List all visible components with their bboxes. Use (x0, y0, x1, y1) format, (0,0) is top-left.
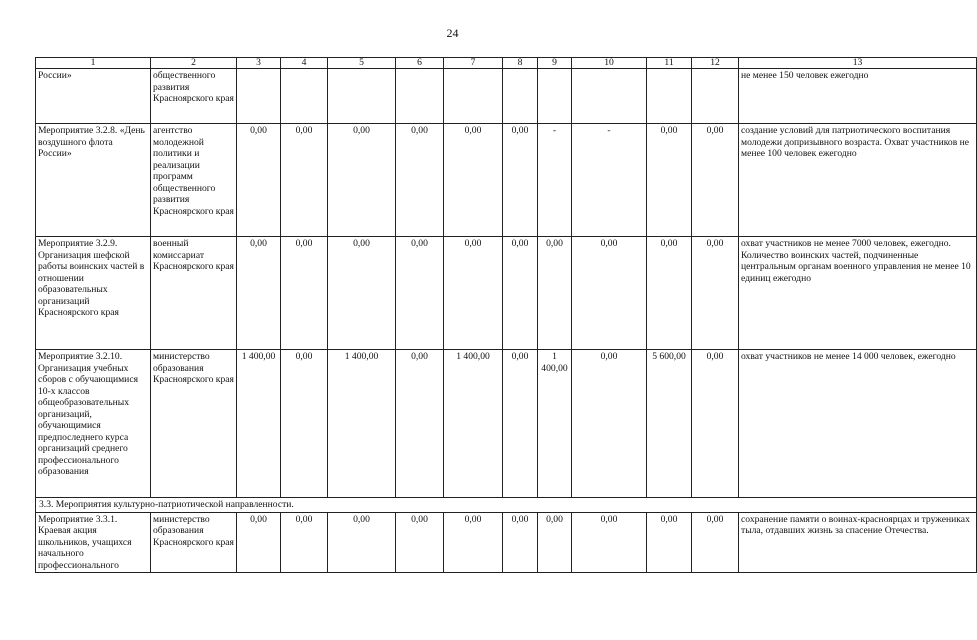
value-cell: 0,00 (396, 512, 444, 573)
value-cell: 0,00 (396, 350, 444, 498)
value-cell: 0,00 (444, 237, 503, 350)
value-cell: 0,00 (572, 350, 647, 498)
value-cell: 0,00 (281, 237, 328, 350)
value-cell (328, 69, 396, 124)
event-name-cell: России» (36, 69, 151, 124)
event-name-cell: Мероприятие 3.3.1. Краевая акция школьников, учащихся начального профессионального (36, 512, 151, 573)
event-name-cell: Мероприятие 3.2.8. «День воздушного флота России» (36, 124, 151, 237)
header-cell: 9 (538, 58, 572, 69)
value-cell: 0,00 (572, 512, 647, 573)
table-row (36, 124, 977, 237)
executor-cell: военный комиссариат Красноярского края (151, 237, 237, 350)
value-cell: 1 400,00 (237, 350, 281, 498)
value-cell (538, 69, 572, 124)
value-cell (444, 69, 503, 124)
value-cell: 0,00 (572, 237, 647, 350)
table-row (36, 512, 977, 573)
value-cell: 0,00 (237, 124, 281, 237)
value-cell: 0,00 (692, 350, 739, 498)
executor-cell: министерство образования Красноярского края (151, 512, 237, 573)
value-cell: 0,00 (538, 512, 572, 573)
value-cell: 1 400,00 (538, 350, 572, 498)
value-cell: 0,00 (444, 124, 503, 237)
header-cell: 3 (237, 58, 281, 69)
value-cell: 0,00 (503, 512, 538, 573)
table-row (36, 350, 977, 498)
value-cell: 0,00 (647, 124, 692, 237)
value-cell: 0,00 (328, 237, 396, 350)
header-cell: 11 (647, 58, 692, 69)
value-cell: 0,00 (328, 512, 396, 573)
header-cell: 2 (151, 58, 237, 69)
value-cell: 0,00 (692, 237, 739, 350)
value-cell: 5 600,00 (647, 350, 692, 498)
value-cell: 0,00 (647, 237, 692, 350)
header-cell: 10 (572, 58, 647, 69)
section-row (36, 498, 977, 513)
value-cell: 0,00 (328, 124, 396, 237)
value-cell: 0,00 (396, 237, 444, 350)
value-cell: 0,00 (503, 124, 538, 237)
value-cell: - (538, 124, 572, 237)
value-cell (647, 69, 692, 124)
page-number: 24 (446, 26, 459, 40)
executor-cell: общественного развития Красноярского края (151, 69, 237, 124)
header-cell: 12 (692, 58, 739, 69)
section-title: 3.3. Мероприятия культурно-патриотической направленности. (36, 498, 977, 513)
result-cell: охват участников не менее 7000 человек, ежегодно. Количество воинских частей, подчиненные центральным органам военного управления не менее 10 единиц ежегодно (739, 237, 977, 350)
result-cell: создание условий для патриотического воспитания молодежи допризывного возраста. Охват участников не менее 100 человек ежегодно (739, 124, 977, 237)
value-cell: 0,00 (692, 124, 739, 237)
value-cell: 0,00 (237, 237, 281, 350)
header-cell: 4 (281, 58, 328, 69)
value-cell: 0,00 (647, 512, 692, 573)
value-cell: 0,00 (538, 237, 572, 350)
executor-cell: министерство образования Красноярского края (151, 350, 237, 498)
event-name-cell: Мероприятие 3.2.9. Организация шефской работы воинских частей в отношении образовательных организаций Красноярского края (36, 237, 151, 350)
value-cell (237, 69, 281, 124)
table-row (36, 237, 977, 350)
value-cell: 0,00 (396, 124, 444, 237)
header-cell: 7 (444, 58, 503, 69)
header-cell: 13 (739, 58, 977, 69)
event-name-cell: Мероприятие 3.2.10. Организация учебных сборов с обучающимися 10-х классов общеобразовательных организаций, обучающимися предпоследнего курса организаций среднего профессионального образования (36, 350, 151, 498)
value-cell (396, 69, 444, 124)
value-cell: 0,00 (444, 512, 503, 573)
value-cell (572, 69, 647, 124)
result-cell: охват участников не менее 14 000 человек, ежегодно (739, 350, 977, 498)
program-table (35, 57, 977, 573)
value-cell: 0,00 (281, 350, 328, 498)
executor-cell: агентство молодежной политики и реализации программ общественного развития Красноярского края (151, 124, 237, 237)
value-cell: 0,00 (692, 512, 739, 573)
table-row (36, 69, 977, 124)
result-cell: не менее 150 человек ежегодно (739, 69, 977, 124)
value-cell: - (572, 124, 647, 237)
header-cell: 6 (396, 58, 444, 69)
value-cell: 0,00 (281, 124, 328, 237)
header-cell: 8 (503, 58, 538, 69)
value-cell: 1 400,00 (328, 350, 396, 498)
value-cell (281, 69, 328, 124)
header-cell: 1 (36, 58, 151, 69)
value-cell (692, 69, 739, 124)
value-cell (503, 69, 538, 124)
value-cell: 0,00 (237, 512, 281, 573)
header-row (36, 58, 977, 69)
header-cell: 5 (328, 58, 396, 69)
value-cell: 0,00 (503, 237, 538, 350)
value-cell: 1 400,00 (444, 350, 503, 498)
result-cell: сохранение памяти о воинах-красноярцах и тружениках тыла, отдавших жизнь за спасение Отечества. (739, 512, 977, 573)
value-cell: 0,00 (503, 350, 538, 498)
value-cell: 0,00 (281, 512, 328, 573)
